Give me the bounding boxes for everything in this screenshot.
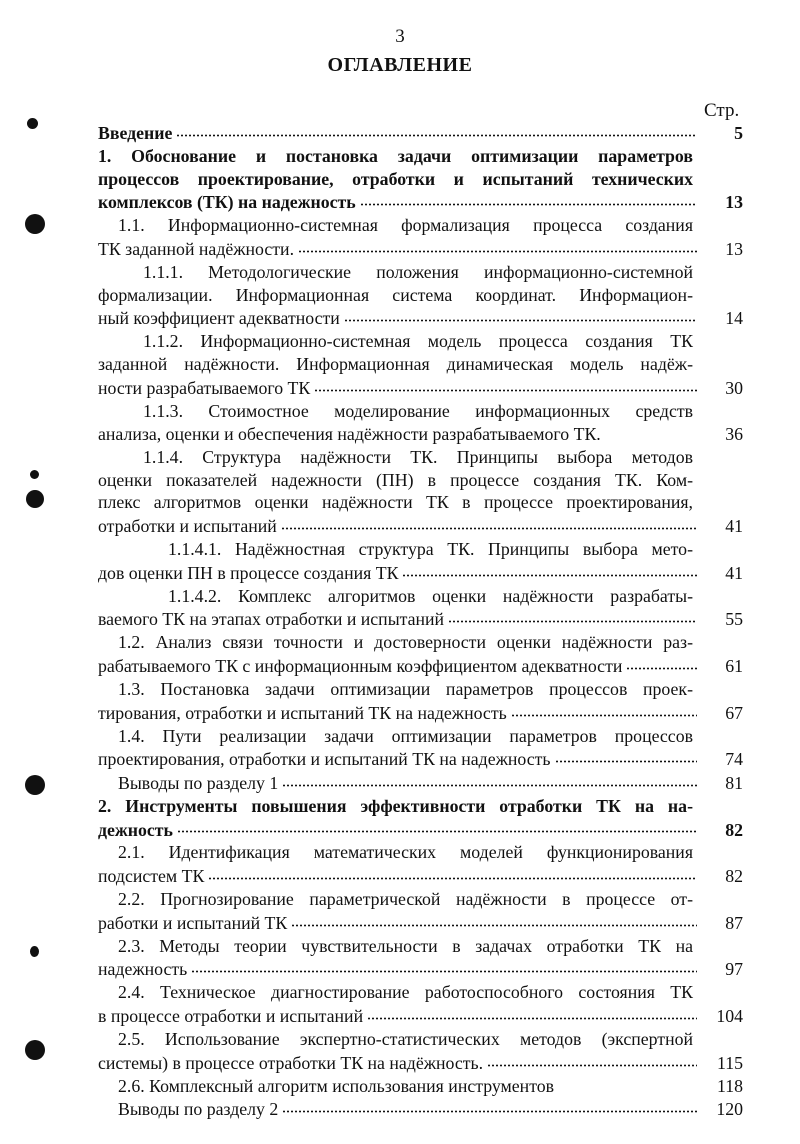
- page-number: 3: [395, 26, 405, 47]
- page-ref: 82: [725, 819, 743, 840]
- page-ref: 13: [725, 192, 743, 213]
- toc-entry-2-1[interactable]: 2.1. Идентификация математических моделей функционирования подсистем ТК 82: [98, 842, 743, 887]
- toc-entry-1-1[interactable]: 1.1. Информационно-системная формализация процесса создания ТК заданной надёжности. 13: [98, 215, 743, 259]
- page-ref: 14: [725, 308, 743, 329]
- toc-entry-1-3[interactable]: 1.3. Постановка задачи оптимизации параметров процессов проек- тирования, отработки и испытаний ТК на надежность 67: [98, 678, 743, 723]
- punch-hole-mark: [26, 490, 44, 508]
- page-ref: 61: [725, 656, 743, 677]
- page-ref: 120: [716, 1099, 743, 1120]
- page-title: ОГЛАВЛЕНИЕ: [327, 54, 473, 76]
- toc-entry-1-1-1[interactable]: 1.1.1. Методологические положения информационно-системной формализации. Информационная система координат. Информацион- ный коэффициент адекватности 14: [98, 261, 743, 329]
- toc-entry-1-2[interactable]: 1.2. Анализ связи точности и достоверности оценки надёжности раз- рабатываемого ТК с информационным коэффициентом адекватности 61: [98, 632, 743, 677]
- toc-entry-conclusions-2[interactable]: Выводы по разделу 2 120: [118, 1099, 743, 1120]
- page-ref: 87: [725, 912, 743, 933]
- toc-entry-chapter-2[interactable]: 2. Инструменты повышения эффективности отработки ТК на на- дежность 82: [98, 795, 743, 840]
- page-ref: 41: [725, 562, 743, 583]
- page-ref: 74: [725, 749, 743, 770]
- page-ref: 5: [734, 122, 743, 143]
- punch-hole-mark: [25, 1040, 45, 1060]
- page-ref: 55: [725, 609, 743, 630]
- page-ref: 67: [725, 702, 743, 723]
- punch-hole-mark: [27, 118, 38, 129]
- toc-entry-2-4[interactable]: 2.4. Техническое диагностирование работоспособного состояния ТК в процессе отработки и испытаний 104: [98, 982, 743, 1026]
- punch-hole-mark: [25, 214, 45, 234]
- table-of-contents: [98, 121, 743, 1121]
- page-column-label: Стр.: [704, 100, 740, 121]
- page-ref: 104: [716, 1005, 743, 1026]
- toc-entry-2-2[interactable]: 2.2. Прогнозирование параметрической надёжности в процессе от- работки и испытаний ТК 87: [98, 889, 743, 933]
- punch-hole-mark: [30, 470, 39, 479]
- toc-entry-1-1-3[interactable]: 1.1.3. Стоимостное моделирование информационных средств анализа, оценки и обеспечения надёжности разрабатываемого ТК. 36: [98, 400, 743, 444]
- page-ref: 41: [725, 516, 743, 537]
- page-ref: 97: [725, 959, 743, 980]
- page-ref: 13: [725, 238, 743, 259]
- toc-entry-1-1-2[interactable]: 1.1.2. Информационно-системная модель процесса создания ТК заданной надёжности. Информационная динамическая модель надёж- ности разрабатываемого ТК 30: [98, 331, 743, 398]
- toc-entry-2-5[interactable]: 2.5. Использование экспертно-статистических методов (экспертной системы) в процессе отработки ТК на надёжность. 115: [98, 1028, 743, 1073]
- toc-entry-2-6[interactable]: 2.6. Комплексный алгоритм использования инструментов 118: [118, 1075, 743, 1096]
- toc-entry-1-4[interactable]: 1.4. Пути реализации задачи оптимизации параметров процессов проектирования, отработки и испытаний ТК на надежность 74: [98, 725, 743, 770]
- page-ref: 118: [716, 1075, 743, 1096]
- toc-entry-1-1-4-1[interactable]: 1.1.4.1. Надёжностная структура ТК. Принципы выбора мето- дов оценки ПН в процессе создания ТК 41: [98, 539, 743, 583]
- toc-entry-introduction[interactable]: Введение 5: [98, 122, 743, 143]
- toc-entry-1-1-4-2[interactable]: 1.1.4.2. Комплекс алгоритмов оценки надёжности разрабаты- ваемого ТК на этапах отработки и испытаний 55: [98, 585, 743, 630]
- toc-entry-conclusions-1[interactable]: Выводы по разделу 1 81: [118, 772, 743, 793]
- punch-hole-mark: [25, 775, 45, 795]
- page-ref: 36: [725, 423, 743, 444]
- toc-entry-2-3[interactable]: 2.3. Методы теории чувствительности в задачах отработки ТК на надежность 97: [98, 935, 743, 980]
- punch-hole-mark: [30, 946, 39, 957]
- page-ref: 82: [725, 866, 743, 887]
- page-ref: 81: [725, 772, 743, 793]
- toc-entry-chapter-1[interactable]: 1. Обоснование и постановка задачи оптимизации параметров процессов проектирование, отработки и испытаний технических комплексов (ТК) на надежность 13: [98, 145, 743, 213]
- page-ref: 115: [716, 1052, 743, 1073]
- toc-entry-1-1-4[interactable]: 1.1.4. Структура надёжности ТК. Принципы выбора методов оценки показателей надежности (ПН) в процессе создания ТК. Ком- плекс алгоритмов оценки надёжности ТК в процессе проектирования, отработки и испытаний 41: [98, 446, 743, 537]
- page-ref: 30: [725, 377, 743, 398]
